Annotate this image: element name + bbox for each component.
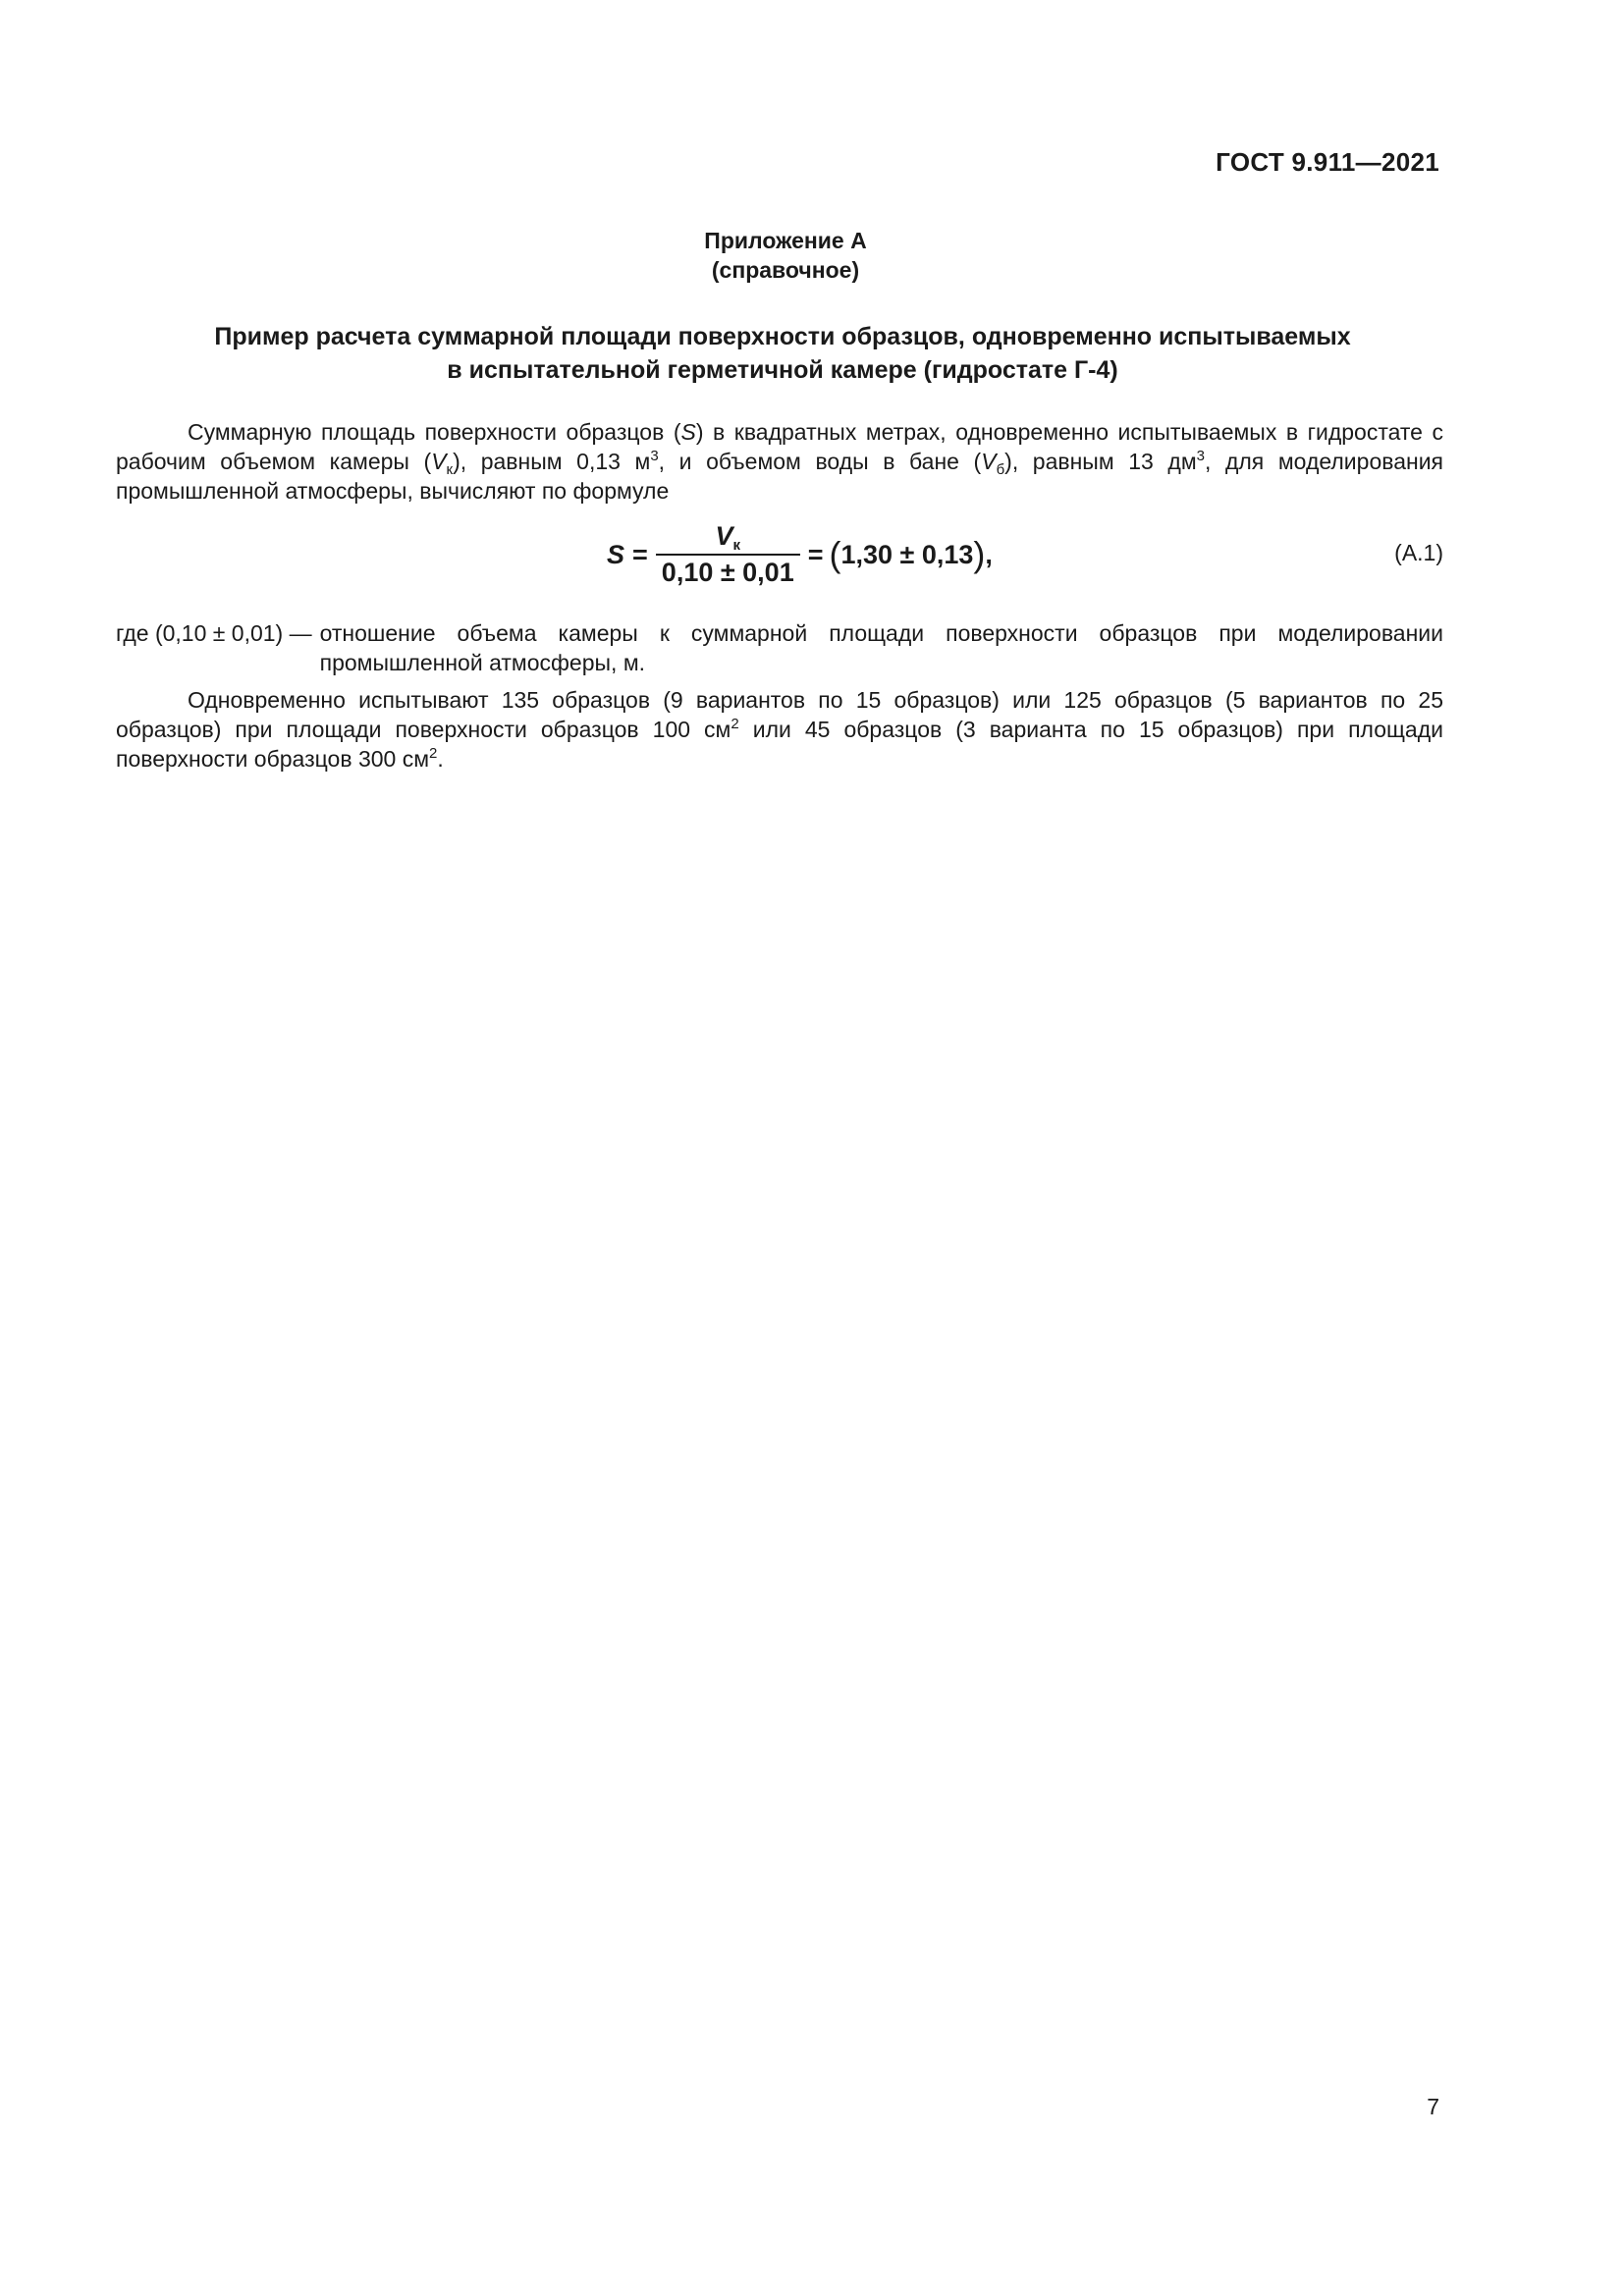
- paragraph-text: или 45 образцов (3 варианта по 15 образцов) при площади поверхности образцов 300 см: [116, 717, 1443, 772]
- formula-lhs: S: [607, 539, 625, 569]
- annex-type: (справочное): [711, 257, 860, 283]
- numerator-var: V: [715, 521, 733, 551]
- equals-sign: =: [807, 539, 824, 569]
- annex-label: Приложение А: [704, 228, 867, 253]
- where-clause: [116, 618, 1443, 677]
- fraction: [656, 521, 800, 588]
- annex-title-line1: Пример расчета суммарной площади поверхности образцов, одновременно испытываемых: [214, 323, 1351, 350]
- paragraph-text: ), равным 13 дм: [1004, 449, 1197, 474]
- where-definition: отношение объема камеры к суммарной площади поверхности образцов при моделировании промышленной атмосферы, м.: [319, 620, 1443, 675]
- where-term: где (0,10 ± 0,01) —: [116, 620, 312, 646]
- formula-a1: [607, 520, 993, 589]
- numerator-subscript: к: [732, 537, 741, 554]
- paragraph-text: , и объемом воды в бане (: [658, 449, 982, 474]
- formula-result: 1,30 ± 0,13: [840, 539, 974, 569]
- open-paren: (: [829, 534, 841, 574]
- annex-heading: [0, 226, 1571, 285]
- close-paren: ): [973, 534, 986, 574]
- annex-title: [116, 320, 1449, 387]
- paragraph-text: Суммарную площадь поверхности образцов (: [188, 419, 681, 445]
- equals-sign: =: [632, 539, 648, 569]
- variable-v: V: [981, 449, 997, 474]
- annex-title-line2: в испытательной герметичной камере (гидростате Г-4): [447, 356, 1118, 384]
- standard-number: ГОСТ 9.911—2021: [1216, 147, 1439, 177]
- superscript-3: 3: [1196, 448, 1205, 464]
- paragraph-text: , для моделирования промышленной атмосферы, вычисляют по формуле: [116, 449, 1443, 504]
- formula-block: [116, 520, 1443, 589]
- variable-s: S: [680, 419, 696, 445]
- page-number: 7: [1427, 2094, 1439, 2119]
- paragraph-text: ) в квадратных метрах, одновременно испытываемых в гидростате с рабочим объемом камеры (: [116, 419, 1443, 474]
- formula-number: (А.1): [1394, 540, 1443, 565]
- paragraph-area-calculation: [116, 417, 1443, 506]
- variable-v: V: [431, 449, 447, 474]
- superscript-3: 3: [650, 448, 659, 464]
- fraction-denominator: 0,10 ± 0,01: [656, 554, 800, 588]
- subscript-b: б: [996, 461, 1005, 478]
- formula-comma: ,: [985, 539, 993, 569]
- paragraph-text: .: [437, 746, 444, 772]
- paragraph-text: ), равным 0,13 м: [453, 449, 651, 474]
- paragraph-samples: [116, 685, 1443, 774]
- fraction-numerator: [709, 521, 746, 554]
- paragraph-text: Одновременно испытывают 135 образцов (9 вариантов по 15 образцов) или 125 образцов (5 вариантов по 25 образцов) при площади поверхности образцов 100 см: [116, 687, 1443, 742]
- superscript-2: 2: [429, 745, 438, 762]
- subscript-k: к: [446, 461, 454, 478]
- superscript-2: 2: [731, 716, 739, 732]
